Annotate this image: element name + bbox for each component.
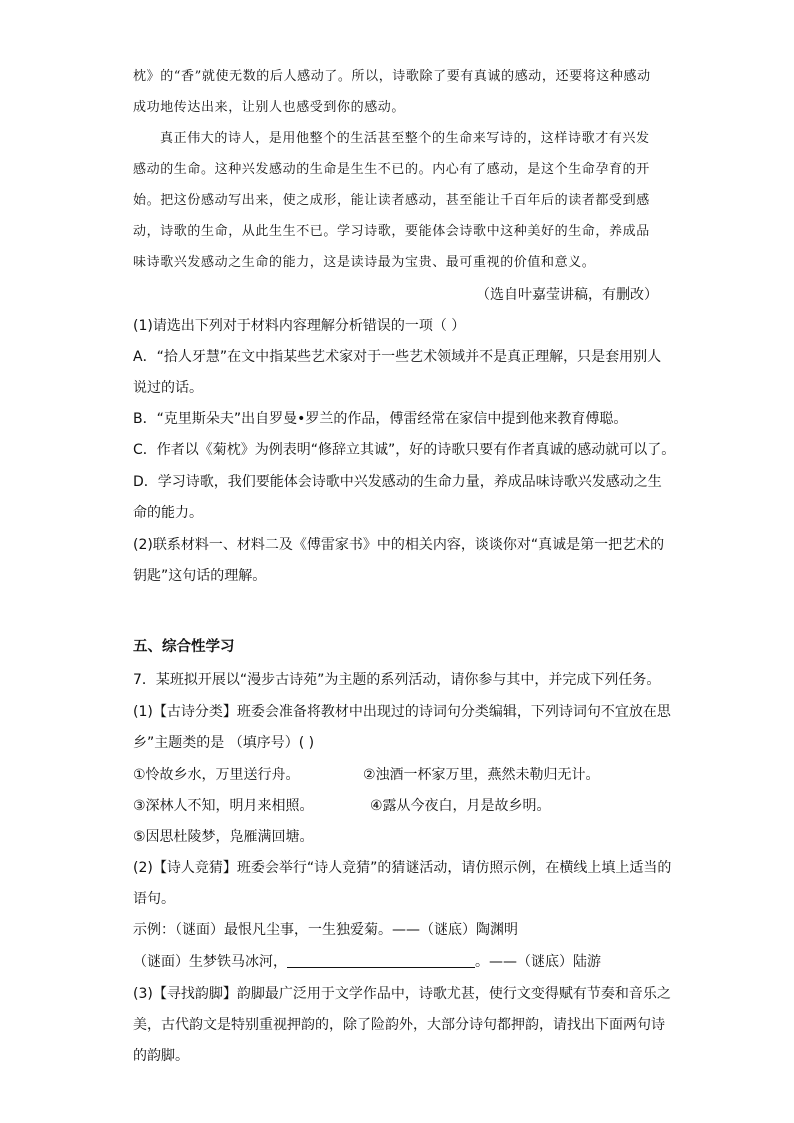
question-2: (2)联系材料一、材料二及《傅雷家书》中的相关内容，谈谈你对“真诚是第一把艺术的 [133,537,665,553]
part-1: (1)【古诗分类】班委会准备将教材中出现过的诗词句分类编辑，下列诗词句不宜放在思 [133,704,671,720]
question-7: 7．某班拟开展以“漫步古诗苑”为主题的系列活动，请你参与其中，并完成下列任务。 [133,672,661,688]
choice-2: ②浊酒一杯家万里，燕然未勒归无计。 [363,767,600,783]
part-3-cont: 美，古代韵文是特别重视押韵的，除了险韵外，大部分诗句都押韵，请找出下面两句诗 [133,1017,665,1033]
riddle-suffix: 。——（谜底）陆游 [475,954,601,970]
passage-line: 始。把这份感动写出来，使之成形，能让读者感动，甚至能让千百年后的读者都受到感 [133,193,650,208]
section-heading: 五、综合性学习 [133,639,235,655]
part-3: (3)【寻找韵脚】韵脚最广泛用于文学作品中，诗歌尤甚，使行文变得赋有节奏和音乐之 [133,986,671,1002]
riddle-prefix: （谜面）生梦铁马冰河， [133,954,287,970]
choice-3: ③深林人不知，明月来相照。 [133,798,314,814]
passage-line: 枕》的“香”就使无数的后人感动了。所以，诗歌除了要有真诚的感动，还要将这种感动 [133,69,651,84]
choice-4: ④露从今夜白，月是故乡明。 [370,798,551,814]
riddle-fill [133,952,601,972]
riddle-example: 示例：（谜面）最恨凡尘事，一生独爱菊。——（谜底）陶渊明 [133,922,518,938]
option-a: A．“拾人牙慧”在文中指某些艺术家对于一些艺术领域并不是真正理解，只是套用别人 [133,349,662,365]
option-d: D．学习诗歌，我们要能体会诗歌中兴发感动的生命力量，养成品味诗歌兴发感动之生 [133,474,662,490]
passage-line: 味诗歌兴发感动之生命的能力，这是读诗最为宝贵、最可重视的价值和意义。 [133,255,596,270]
part-3-cont: 的韵脚。 [133,1048,189,1064]
choice-1: ①怜故乡水，万里送行舟。 [133,767,300,783]
option-c: C．作者以《菊枕》为例表明“修辞立其诚”，好的诗歌只要有作者真诚的感动就可以了。 [133,442,676,458]
option-a-cont: 说过的话。 [133,380,203,396]
passage-line: 动，诗歌的生命，从此生生不已。学习诗歌，要能体会诗歌中这种美好的生命，养成品 [133,224,650,239]
passage-line: 真正伟大的诗人，是用他整个的生活甚至整个的生命来写诗的，这样诗歌才有兴发 [160,131,650,146]
question-stem: (1)请选出下列对于材料内容理解分析错误的一项（ ） [133,318,466,334]
part-2: (2)【诗人竞猜】班委会举行“诗人竞猜”的猜谜活动，请仿照示例，在横线上填上适当的 [133,860,672,876]
answer-blank[interactable] [287,953,475,968]
choice-5: ⑤因思杜陵梦，凫雁满回塘。 [133,829,314,845]
passage-line: 成功地传达出来，让别人也感受到你的感动。 [133,100,406,115]
question-2-cont: 钥匙”这句话的理解。 [133,568,267,584]
passage-line: 感动的生命。这种兴发感动的生命是生生不已的。内心有了感动，是这个生命孕育的开 [133,162,650,177]
option-d-cont: 命的能力。 [133,505,203,521]
part-1-cont: 乡”主题类的是 （填序号）( ) [133,735,315,751]
passage-source: （选自叶嘉莹讲稿，有删改） [476,287,658,303]
part-2-cont: 语句。 [133,891,175,907]
option-b: B．“克里斯朵夫”出自罗曼•罗兰的作品，傅雷经常在家信中提到他来教育傅聪。 [133,411,628,427]
